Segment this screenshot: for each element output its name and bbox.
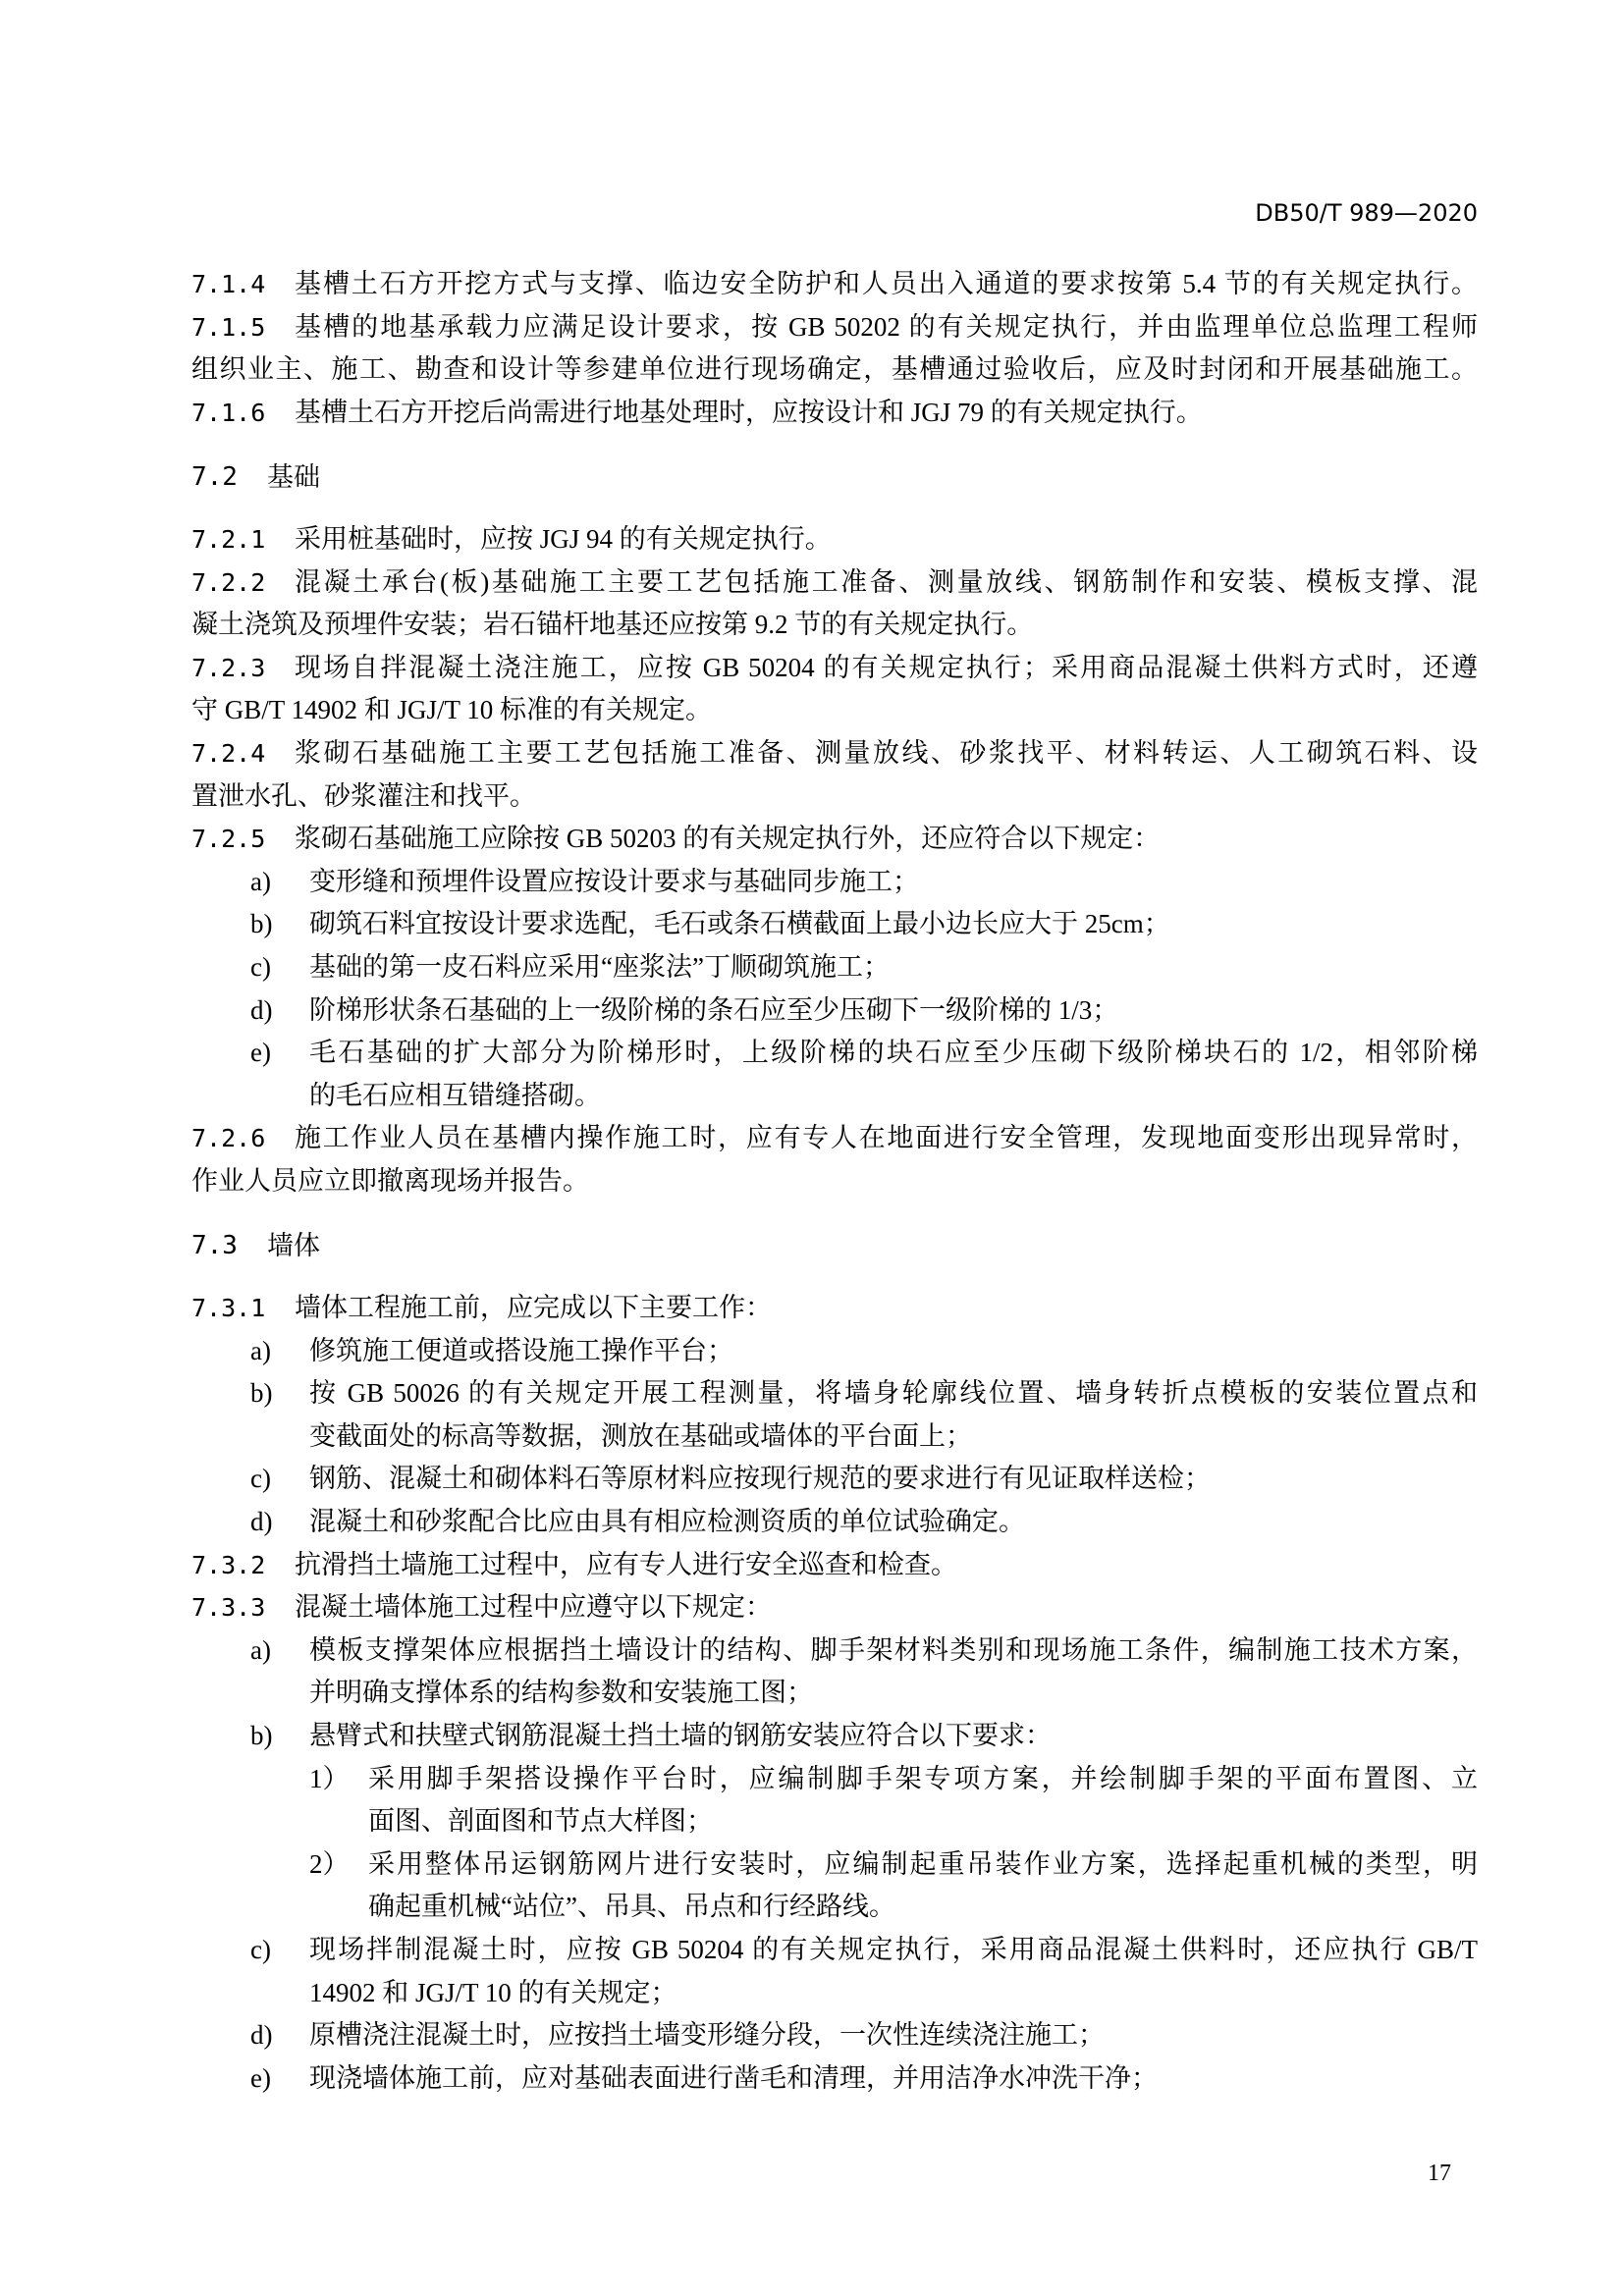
clause-number: 7.2.5: [191, 825, 266, 854]
clause-text: 采用桩基础时，应按 JGJ 94 的有关规定执行。: [295, 523, 832, 554]
list-item-7-3-1-d: [191, 1501, 1478, 1544]
list-item-7-3-1-c: [191, 1458, 1478, 1501]
sub-item-text: 采用整体吊运钢筋网片进行安装时，应编制起重吊装作业方案，选择起重机械的类型，明: [368, 1848, 1478, 1879]
list-item-text: 变形缝和预埋件设置应按设计要求与基础同步施工；: [309, 866, 919, 896]
sub-item-text: 确起重机械“站位”、吊具、吊点和行经路线。: [368, 1892, 895, 1922]
list-item-text: 变截面处的标高等数据，测放在基础或墙体的平台面上；: [309, 1420, 972, 1451]
section-number: 7.2: [191, 462, 238, 493]
clause-number: 7.2.1: [191, 524, 266, 554]
sub-item-7-3-3-b-1: [191, 1758, 1478, 1801]
clause-number: 7.3.1: [191, 1294, 266, 1323]
standard-code-header: DB50/T 989—2020: [1255, 199, 1478, 227]
list-item-7-2-5-c: [191, 946, 1478, 989]
clause-number: 7.3.2: [191, 1550, 266, 1579]
clause-number: 7.1.6: [191, 398, 266, 427]
list-item-text: 现浇墙体施工前，应对基础表面进行凿毛和清理，并用洁净水冲洗干净；: [309, 2062, 1158, 2093]
list-item-7-3-3-b: [191, 1715, 1478, 1758]
list-item-7-3-1-a: [191, 1330, 1478, 1373]
clause-7-2-3-continuation: [191, 689, 1478, 732]
list-item-7-3-1-b: [191, 1372, 1478, 1415]
clause-7-2-6-continuation: [191, 1160, 1478, 1203]
list-item-text: 原槽浇注混凝土时，应按挡土墙变形缝分段，一次性连续浇注施工；: [309, 2020, 1105, 2051]
clause-text: 组织业主、施工、勘查和设计等参建单位进行现场确定，基槽通过验收后，应及时封闭和开展基础施工。: [191, 354, 1478, 385]
list-item-label: a): [250, 866, 271, 896]
list-item-label: d): [250, 2020, 273, 2051]
section-heading-7-2: [191, 456, 1478, 500]
list-item-text: 的毛石应相互错缝搭砌。: [309, 1080, 601, 1110]
clause-7-2-2: [191, 561, 1478, 605]
clause-7-1-5-continuation: [191, 348, 1478, 392]
list-item-7-2-5-e-continuation: [191, 1075, 1478, 1118]
list-item-text: 按 GB 50026 的有关规定开展工程测量，将墙身轮廓线位置、墙身转折点模板的安装位置点和: [309, 1378, 1478, 1409]
list-item-label: d): [250, 1507, 273, 1537]
clause-number: 7.2.4: [191, 738, 266, 768]
clause-7-2-3: [191, 647, 1478, 690]
list-item-text: 钢筋、混凝土和砌体料石等原材料应按现行规范的要求进行有见证取样送检；: [309, 1464, 1211, 1494]
clause-number: 7.2.2: [191, 567, 266, 597]
list-item-text: 悬臂式和扶壁式钢筋混凝土挡土墙的钢筋安装应符合以下要求：: [309, 1721, 1052, 1750]
list-item-7-2-5-d: [191, 989, 1478, 1033]
list-item-label: e): [250, 1038, 271, 1068]
section-heading-7-3: [191, 1225, 1478, 1268]
list-item-label: c): [250, 1934, 271, 1964]
page-number: 17: [1428, 2161, 1451, 2186]
clause-text: 作业人员应立即撤离现场并报告。: [191, 1165, 589, 1196]
list-item-7-2-5-a: [191, 861, 1478, 904]
list-item-text: 现场拌制混凝土时，应按 GB 50204 的有关规定执行，采用商品混凝土供料时，还应执行 GB/T: [309, 1934, 1478, 1964]
list-item-label: b): [250, 909, 273, 939]
list-item-label: b): [250, 1721, 273, 1750]
section-title: 墙体: [267, 1231, 320, 1262]
clause-text: 混凝土承台(板)基础施工主要工艺包括施工准备、测量放线、钢筋制作和安装、模板支撑、混: [295, 566, 1478, 597]
clause-text: 置泄水孔、砂浆灌注和找平。: [191, 780, 536, 811]
sub-item-label: 1）: [309, 1763, 350, 1793]
list-item-label: d): [250, 994, 273, 1025]
list-item-label: a): [250, 1335, 271, 1365]
list-item-label: b): [250, 1378, 273, 1409]
clause-7-2-2-continuation: [191, 604, 1478, 647]
clause-number: 7.3.3: [191, 1593, 266, 1623]
sub-item-7-3-3-b-2: [191, 1843, 1478, 1887]
clause-text: 混凝土墙体施工过程中应遵守以下规定：: [295, 1592, 772, 1623]
clause-text: 守 GB/T 14902 和 JGJ/T 10 标准的有关规定。: [191, 695, 713, 725]
clause-7-2-4-continuation: [191, 775, 1478, 819]
list-item-7-3-1-b-continuation: [191, 1415, 1478, 1459]
document-body: [191, 263, 1478, 2100]
list-item-7-3-3-d: [191, 2014, 1478, 2057]
list-item-label: a): [250, 1634, 271, 1665]
clause-number: 7.1.4: [191, 270, 266, 298]
clause-text: 基槽土石方开挖方式与支撑、临边安全防护和人员出入通道的要求按第 5.4 节的有关规定执行。: [295, 269, 1478, 298]
section-title: 基础: [267, 462, 320, 494]
list-item-text: 砌筑石料宜按设计要求选配，毛石或条石横截面上最小边长应大于 25cm；: [309, 909, 1170, 939]
clause-7-2-4: [191, 732, 1478, 775]
sub-item-label: 2）: [309, 1848, 350, 1879]
list-item-text: 并明确支撑体系的结构参数和安装施工图；: [309, 1678, 813, 1708]
list-item-text: 模板支撑架体应根据挡土墙设计的结构、脚手架材料类别和现场施工条件，编制施工技术方案，: [309, 1634, 1478, 1665]
clause-text: 浆砌石基础施工应除按 GB 50203 的有关规定执行外，还应符合以下规定：: [295, 824, 1161, 854]
sub-item-7-3-3-b-1-continuation: [191, 1800, 1478, 1843]
clause-number: 7.2.6: [191, 1124, 266, 1153]
section-number: 7.3: [191, 1231, 238, 1261]
list-item-label: c): [250, 1464, 271, 1494]
clause-text: 基槽土石方开挖后尚需进行地基处理时，应按设计和 JGJ 79 的有关规定执行。: [295, 397, 1203, 427]
clause-7-1-6: [191, 392, 1478, 435]
list-item-7-2-5-b: [191, 903, 1478, 946]
clause-7-1-5: [191, 306, 1478, 349]
list-item-text: 毛石基础的扩大部分为阶梯形时，上级阶梯的块石应至少压砌下级阶梯块石的 1/2，相邻阶梯: [309, 1038, 1478, 1068]
clause-text: 抗滑挡土墙施工过程中，应有专人进行安全巡查和检查。: [295, 1549, 957, 1579]
list-item-text: 14902 和 JGJ/T 10 的有关规定；: [309, 1977, 677, 2007]
list-item-7-3-3-e: [191, 2057, 1478, 2101]
clause-number: 7.2.3: [191, 653, 266, 682]
clause-number: 7.1.5: [191, 312, 266, 342]
list-item-7-2-5-e: [191, 1032, 1478, 1075]
sub-item-7-3-3-b-2-continuation: [191, 1886, 1478, 1929]
clause-text: 基槽的地基承载力应满足设计要求，按 GB 50202 的有关规定执行，并由监理单位总监理工程师: [295, 311, 1478, 342]
sub-item-text: 面图、剖面图和节点大样图；: [368, 1806, 713, 1837]
list-item-7-3-3-a: [191, 1629, 1478, 1673]
list-item-label: e): [250, 2062, 271, 2093]
list-item-7-3-3-c: [191, 1929, 1478, 1972]
list-item-7-3-3-a-continuation: [191, 1672, 1478, 1715]
clause-7-3-1: [191, 1287, 1478, 1330]
list-item-7-3-3-c-continuation: [191, 1972, 1478, 2015]
clause-7-1-4: [191, 263, 1478, 306]
clause-7-3-2: [191, 1544, 1478, 1587]
clause-text: 墙体工程施工前，应完成以下主要工作：: [295, 1293, 772, 1323]
clause-text: 施工作业人员在基槽内操作施工时，应有专人在地面进行安全管理，发现地面变形出现异常时，: [295, 1123, 1478, 1153]
list-item-label: c): [250, 951, 271, 982]
list-item-text: 阶梯形状条石基础的上一级阶梯的条石应至少压砌下一级阶梯的 1/3；: [309, 994, 1119, 1025]
clause-7-2-5: [191, 818, 1478, 861]
clause-text: 凝土浇筑及预埋件安装；岩石锚杆地基还应按第 9.2 节的有关规定执行。: [191, 610, 1034, 640]
list-item-text: 修筑施工便道或搭设施工操作平台；: [309, 1335, 733, 1365]
clause-7-2-1: [191, 518, 1478, 561]
list-item-text: 混凝土和砂浆配合比应由具有相应检测资质的单位试验确定。: [309, 1507, 1025, 1537]
sub-item-text: 采用脚手架搭设操作平台时，应编制脚手架专项方案，并绘制脚手架的平面布置图、立: [368, 1763, 1478, 1793]
clause-7-2-6: [191, 1117, 1478, 1160]
clause-text: 浆砌石基础施工主要工艺包括施工准备、测量放线、砂浆找平、材料转运、人工砌筑石料、设: [295, 737, 1478, 768]
clause-text: 现场自拌混凝土浇注施工，应按 GB 50204 的有关规定执行；采用商品混凝土供料方式时，还遵: [295, 652, 1478, 682]
clause-7-3-3: [191, 1586, 1478, 1629]
list-item-text: 基础的第一皮石料应采用“座浆法”丁顺砌筑施工；: [309, 951, 890, 982]
